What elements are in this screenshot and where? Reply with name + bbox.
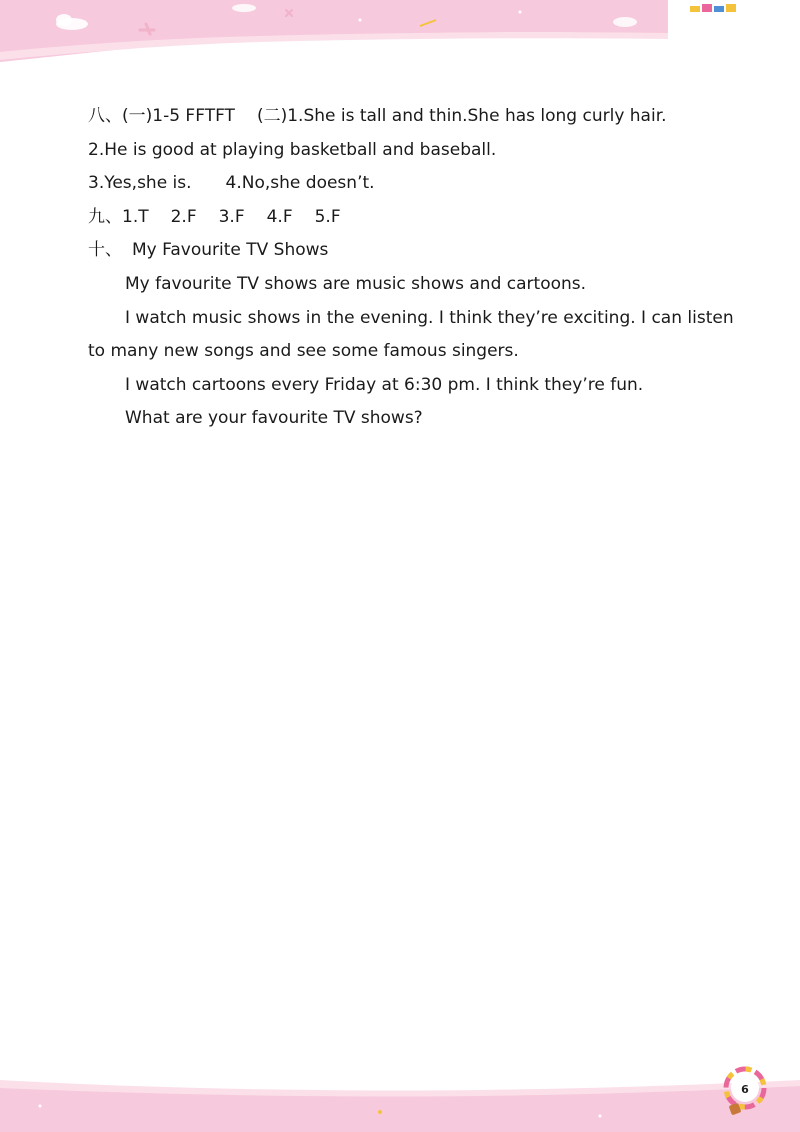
footer-decoration [0,1070,800,1132]
essay-paragraph-1: My favourite TV shows are music shows and cartoons. [125,273,587,294]
essay-title: My Favourite TV Shows [132,240,329,261]
essay-paragraph-2 [88,302,748,369]
page-number: 6 [741,1083,749,1096]
section-8-part1-label: (一) [122,106,153,126]
section-8-part2-label: (二) [256,106,288,126]
section-8-q3: 3.Yes,she is. [88,173,192,194]
section-9-item-4: 4.F [266,206,293,227]
section-8-part2-q1: 1.She is tall and thin.She has long curly hair. [287,106,667,126]
section-8-label: 八、 [88,106,122,126]
section-8-q2: 2.He is good at playing basketball and baseball. [88,139,497,160]
header-decoration [0,0,800,70]
section-9-label: 九、 [88,206,122,227]
answer-key-content [88,100,748,436]
section-9-item-2: 2.F [170,206,197,227]
section-10-label: 十、 [88,240,122,261]
section-9-line [88,201,748,235]
essay-paragraph-2-text: I watch music shows in the evening. I think they’re exciting. I can listen to many new songs and see some famous singers. [88,307,734,362]
logo-area [668,0,800,52]
section-9-item-1: 1.T [122,206,149,227]
essay-paragraph-4: What are your favourite TV shows? [125,408,423,429]
section-8-line-3 [88,167,748,201]
section-8-line-1 [88,100,748,134]
section-8-q4: 4.No,she doesn’t. [225,173,375,194]
section-9-item-5: 5.F [314,206,341,227]
essay-paragraph-3: I watch cartoons every Friday at 6:30 pm. I think they’re fun. [125,374,644,395]
section-8-part1-answers: 1-5 FFTFT [152,106,235,126]
section-9-item-3: 3.F [218,206,245,227]
section-10-line [88,234,748,268]
